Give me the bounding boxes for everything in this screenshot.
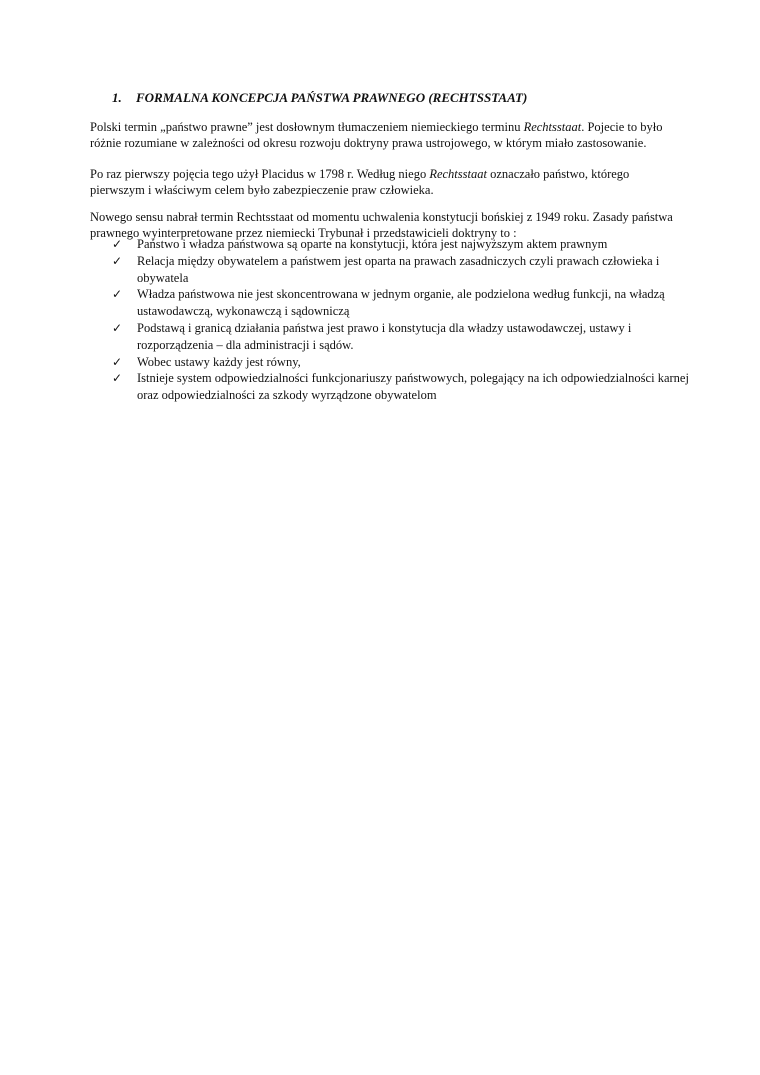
checkmark-icon: ✓ <box>112 287 123 302</box>
paragraph-2-text-a: Po raz pierwszy pojęcia tego użył Placidus w 1798 r. Według niego <box>90 167 430 181</box>
principles-list <box>112 236 692 404</box>
list-item <box>112 286 692 320</box>
paragraph-2 <box>90 166 680 198</box>
list-item-text: Podstawą i granicą działania państwa jest prawo i konstytucja dla władzy ustawodawczej, ustawy i rozporządzenia – dla administracji i sądów. <box>137 320 632 352</box>
list-item-text: Relacja między obywatelem a państwem jest oparta na prawach zasadniczych czyli prawach człowieka i obywatela <box>137 253 660 285</box>
list-item-text: Wobec ustawy każdy jest równy, <box>137 354 301 369</box>
paragraph-2-text-b: oznaczało państwo, którego pierwszym i właściwym celem było zabezpieczenie praw człowieka. <box>90 167 630 197</box>
section-heading <box>112 90 527 106</box>
paragraph-1-term: Rechtsstaat <box>523 120 582 134</box>
checkmark-icon: ✓ <box>112 320 123 335</box>
paragraph-3-text: Nowego sensu nabrał termin Rechtsstaat od momentu uchwalenia konstytucji bońskiej z 1949 roku. Zasady państwa prawnego wyinterpretowane przez niemiecki Trybunał i przedstawicieli doktryny to : <box>90 210 673 240</box>
paragraph-1-text-b: . Pojecie to było różnie rozumiane w zależności od okresu rozwoju doktryny prawa ustrojowego, w którym miało zastosowanie. <box>90 120 663 150</box>
checkmark-icon: ✓ <box>112 354 123 369</box>
list-item <box>112 354 692 371</box>
checkmark-icon: ✓ <box>112 237 123 251</box>
list-item <box>112 370 692 404</box>
paragraph-1 <box>90 119 680 151</box>
heading-title: FORMALNA KONCEPCJA PAŃSTWA PRAWNEGO (RECHTSSTAAT) <box>136 90 528 105</box>
list-item <box>112 236 692 253</box>
paragraph-2-term: Rechtsstaat <box>429 167 487 181</box>
list-item <box>112 253 692 287</box>
list-item-text: Władza państwowa nie jest skoncentrowana w jednym organie, ale podzielona według funkcji, na władzą ustawodawczą, wykonawczą i sądowniczą <box>137 287 665 319</box>
checkmark-icon: ✓ <box>112 253 123 268</box>
list-item <box>112 320 692 354</box>
paragraph-1-text-a: Polski termin „państwo prawne” jest dosłownym tłumaczeniem niemieckiego terminu <box>90 120 524 134</box>
list-item-text: Istnieje system odpowiedzialności funkcjonariuszy państwowych, polegający na ich odpowiedzialności karnej oraz odpowiedzialności za szkody wyrządzone obywatelom <box>137 371 689 403</box>
list-item-text: Państwo i władza państwowa są oparte na konstytucji, która jest najwyższym aktem prawnym <box>137 237 608 251</box>
checkmark-icon: ✓ <box>112 371 123 386</box>
heading-number: 1. <box>112 90 122 105</box>
